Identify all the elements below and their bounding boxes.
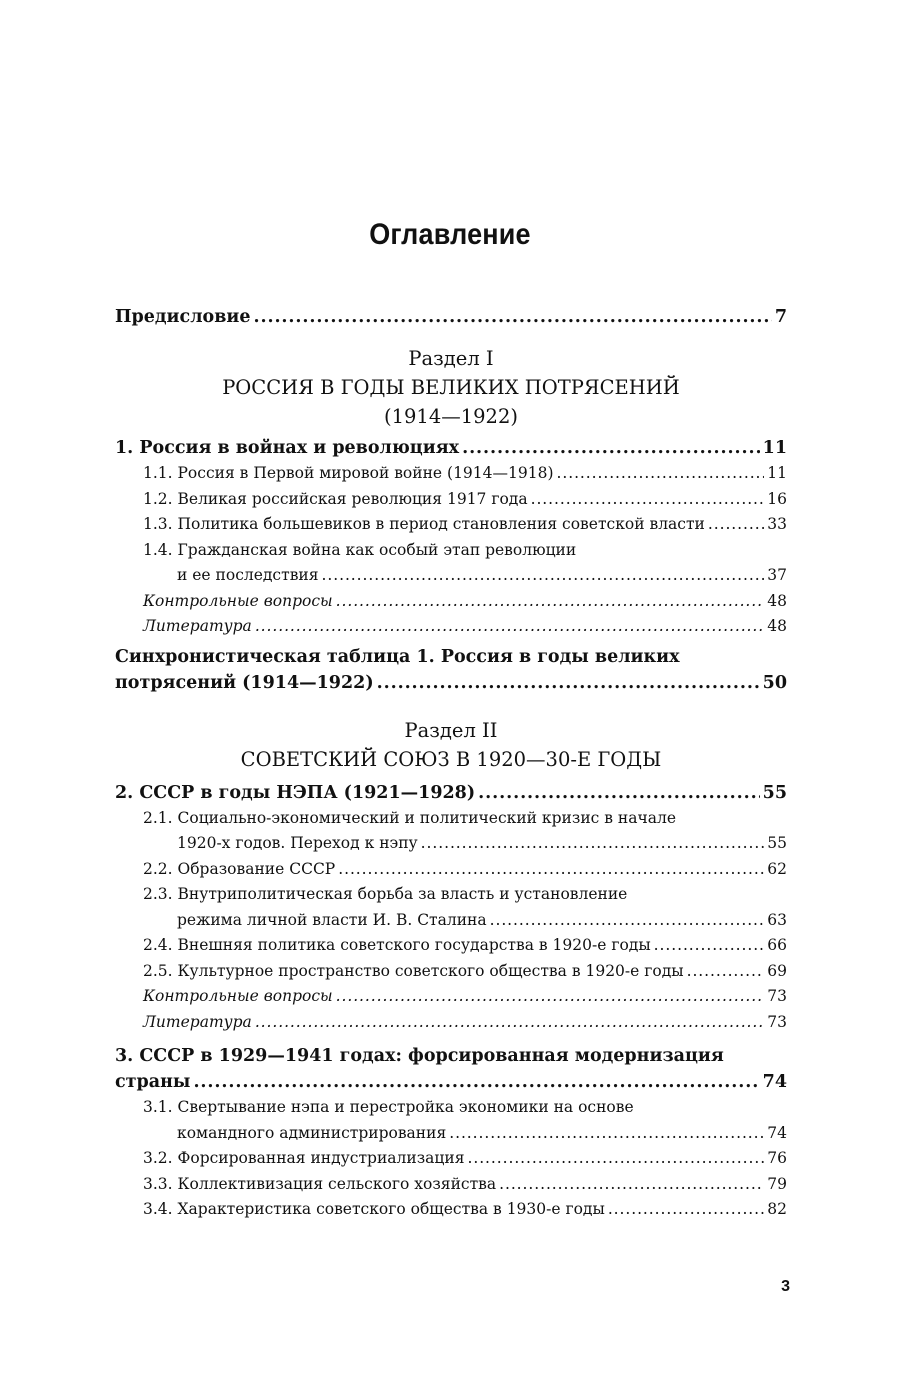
toc-subentry[interactable] [115, 538, 787, 589]
toc-subentry[interactable] [115, 882, 787, 933]
section-number: Раздел II [404, 718, 498, 742]
toc-subentry[interactable] [115, 857, 787, 883]
toc-entry-page: 79 [767, 1174, 787, 1193]
toc-entry-label: Литература [143, 617, 252, 635]
leader-dots [255, 1010, 764, 1036]
leader-dots [253, 304, 771, 330]
toc-subentry[interactable] [115, 1095, 787, 1146]
toc-subentry[interactable] [115, 512, 787, 538]
toc-entry-page: 11 [767, 464, 787, 482]
section-title-line2: (1914—1922) [384, 405, 518, 428]
leader-dots [468, 1146, 765, 1172]
toc-chapter-3[interactable] [115, 1043, 787, 1095]
toc-subentry[interactable] [115, 487, 787, 513]
leader-dots [336, 589, 765, 615]
page-number: 3 [781, 1278, 790, 1295]
toc-chapter-1[interactable] [115, 435, 787, 461]
toc-entry-page: 74 [767, 1123, 787, 1142]
toc-entry-label: 1.2. Великая российская революция 1917 года [143, 489, 528, 508]
toc-entry-page: 50 [762, 672, 787, 693]
toc-entry-label-line1: 3. СССР в 1929—1941 годах: форсированная модернизация [115, 1046, 724, 1066]
toc-entry-label-line1: 2.1. Социально-экономический и политический кризис в начале [143, 808, 676, 827]
toc-entry-page: 16 [767, 489, 787, 508]
toc-subentry-literature[interactable] [115, 614, 787, 640]
toc-entry-label: Предисловие [115, 307, 251, 327]
toc-entry-page: 66 [767, 936, 787, 954]
toc-subentry[interactable] [115, 933, 787, 959]
toc-entry-label-line2: режима личной власти И. В. Сталина [177, 910, 487, 929]
toc-entry-label-line2: 1920-х годов. Переход к нэпу [177, 834, 418, 852]
leader-dots [557, 461, 765, 487]
toc-entry-page: 11 [762, 438, 787, 458]
toc-subentry-questions[interactable] [115, 589, 787, 615]
toc-entry-label-line2: и ее последствия [177, 566, 319, 584]
toc-subentry[interactable] [115, 1172, 787, 1198]
leader-dots [255, 614, 764, 640]
toc-entry-label-line1: 3.1. Свертывание нэпа и перестройка экономики на основе [143, 1098, 634, 1116]
toc-entry-label: 2. СССР в годы НЭПА (1921—1928) [115, 782, 476, 803]
toc-entry-page: 63 [767, 910, 787, 929]
toc-entry-page: 73 [767, 1012, 787, 1031]
leader-dots [708, 512, 764, 538]
toc-subentry[interactable] [115, 1197, 787, 1223]
section-title-line1: РОССИЯ В ГОДЫ ВЕЛИКИХ ПОТРЯСЕНИЙ [222, 376, 680, 399]
toc-subentry-literature[interactable] [115, 1010, 787, 1036]
toc-entry-label: 3.2. Форсированная индустриализация [143, 1149, 465, 1167]
toc-chapter-2[interactable] [115, 780, 787, 806]
section-heading-2 [115, 716, 787, 774]
toc-entry-label: Контрольные вопросы [143, 591, 333, 610]
toc-entry-page: 82 [767, 1200, 787, 1218]
section-heading-1 [115, 344, 787, 431]
toc-entry-page: 76 [767, 1149, 787, 1167]
section-number: Раздел I [408, 347, 494, 370]
toc-entry-page: 62 [767, 859, 787, 878]
toc-entry-page: 73 [767, 987, 787, 1005]
leader-dots [654, 933, 765, 959]
leader-dots [490, 908, 765, 934]
toc-entry-label: 1.1. Россия в Первой мировой войне (1914—1918) [143, 464, 554, 482]
toc-entry-label: 1.3. Политика большевиков в период становления советской власти [143, 515, 705, 533]
toc-entry-label-line2: командного администрирования [177, 1123, 447, 1142]
toc-entry-page: 33 [767, 515, 787, 533]
toc-entry-label: Контрольные вопросы [143, 987, 333, 1005]
toc-entry-page: 48 [767, 617, 787, 635]
leader-dots [338, 857, 764, 883]
toc-entry-page: 55 [762, 782, 787, 803]
toc-entry-page: 48 [767, 591, 787, 610]
toc-entry-label: 3.3. Коллективизация сельского хозяйства [143, 1174, 497, 1193]
leader-dots [377, 670, 760, 696]
toc-entry-label-line1: 1.4. Гражданская война как особый этап революции [143, 540, 577, 559]
toc-entry-page: 69 [767, 961, 787, 980]
page-title: Оглавление [369, 218, 531, 251]
toc-entry-page: 37 [767, 566, 787, 584]
toc-subentry[interactable] [115, 959, 787, 985]
leader-dots [421, 831, 765, 857]
leader-dots [462, 435, 760, 461]
leader-dots [336, 984, 765, 1010]
toc-entry-label-line1: 2.3. Внутриполитическая борьба за власть и установление [143, 885, 628, 903]
toc-subentry[interactable] [115, 1146, 787, 1172]
table-of-contents [115, 300, 787, 1223]
leader-dots [322, 563, 765, 589]
leader-dots [193, 1069, 759, 1095]
toc-entry-page: 74 [762, 1072, 787, 1092]
toc-subentry[interactable] [115, 806, 787, 857]
toc-subentry-questions[interactable] [115, 984, 787, 1010]
leader-dots [531, 487, 765, 513]
leader-dots [499, 1172, 764, 1198]
toc-entry-label: 2.2. Образование СССР [143, 859, 336, 878]
toc-entry-label: 3.4. Характеристика советского общества в 1930-е годы [143, 1200, 605, 1218]
toc-subentry[interactable] [115, 461, 787, 487]
toc-entry-label: 2.4. Внешняя политика советского государства в 1920-е годы [143, 936, 651, 954]
toc-entry-label-line1: Синхронистическая таблица 1. Россия в годы великих [115, 646, 680, 667]
toc-entry-label: 1. Россия в войнах и революциях [115, 438, 460, 458]
toc-entry-label: 2.5. Культурное пространство советского общества в 1920-е годы [143, 961, 684, 980]
leader-dots [449, 1121, 764, 1147]
toc-entry-preface[interactable] [115, 304, 787, 330]
toc-entry-page: 7 [774, 307, 787, 327]
toc-entry-label: Литература [143, 1012, 252, 1031]
section-title-line1: СОВЕТСКИЙ СОЮЗ В 1920—30-Е ГОДЫ [240, 747, 662, 771]
leader-dots [608, 1197, 764, 1223]
toc-entry-page: 55 [767, 834, 787, 852]
leader-dots [478, 780, 759, 806]
toc-sync-table-1[interactable] [115, 644, 787, 696]
toc-entry-label-line2: потрясений (1914—1922) [115, 672, 374, 693]
leader-dots [687, 959, 765, 985]
toc-entry-label-line2: страны [115, 1072, 191, 1092]
